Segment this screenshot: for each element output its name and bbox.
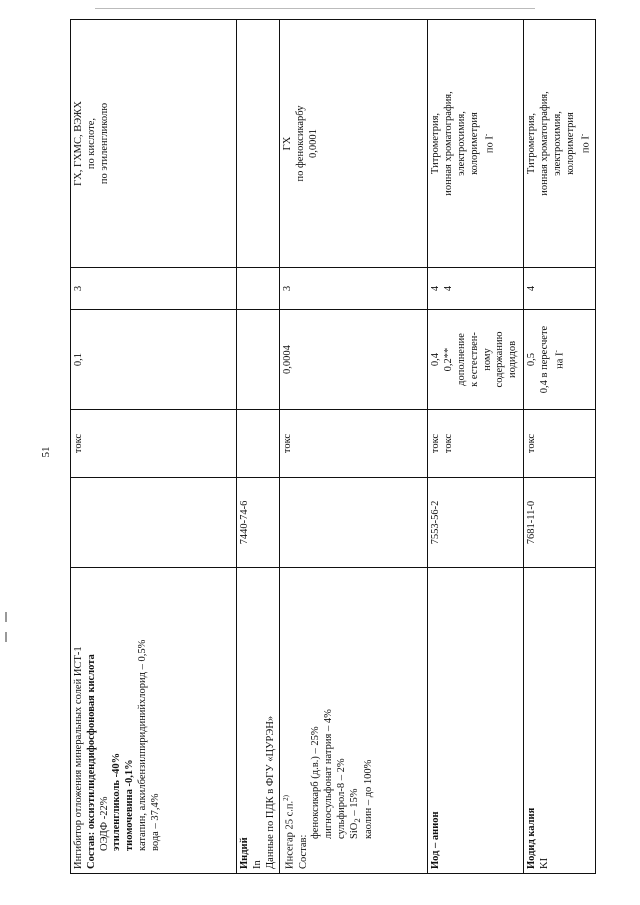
method-line: колориметрия <box>468 112 480 175</box>
substance-table <box>70 19 596 874</box>
composition-line: Состав: оксиэтилидендифосфоновая кислота <box>85 654 97 869</box>
method-line: по кислоте, <box>85 117 97 170</box>
substance-cell <box>71 568 237 874</box>
method-line: Титрометрия, <box>430 112 442 175</box>
method-cell <box>237 20 280 268</box>
method-cell <box>524 20 595 268</box>
substance-formula: KI <box>539 857 551 869</box>
method-line: по феноксикарбу <box>295 105 307 182</box>
class-cell <box>428 268 524 310</box>
footnote-mark: 2) <box>282 795 291 801</box>
composition-line: этиленгликоль -40% <box>111 752 123 851</box>
hazard-line: токс <box>443 433 455 454</box>
method-cell <box>280 20 428 268</box>
composition-line: ОЭДФ -22% <box>98 796 110 851</box>
composition-line: тиомочевина -0,1% <box>124 759 136 851</box>
class-cell <box>237 268 280 310</box>
composition-line: SiO$_2$ – 15% <box>348 788 362 839</box>
hazard-cell: токс <box>524 410 595 478</box>
top-border-line <box>95 8 535 9</box>
method-cell <box>428 20 524 268</box>
method-line: Титрометрия, <box>526 112 538 175</box>
hazard-cell <box>428 410 524 478</box>
rotated-sheet <box>70 20 590 874</box>
hazard-cell: токс <box>280 410 428 478</box>
method-line: по I- <box>577 133 592 154</box>
class-cell: 3 <box>71 268 237 310</box>
value-line: на I- <box>551 350 566 369</box>
value-cell <box>237 310 280 410</box>
method-line: колориметрия <box>564 112 576 175</box>
substance-title: Иодид калия <box>526 807 538 869</box>
value-cell: 0,0004 <box>280 310 428 410</box>
composition-line: сульфирол-8 – 2% <box>336 758 348 839</box>
table-row <box>237 20 280 874</box>
substance-cell <box>524 568 595 874</box>
substance-note: Данные по ПДК в ФГУ «ЦУРЭН» <box>264 715 276 869</box>
substance-title: Ингибитор отложения минеральных солей ИСТ-1 <box>73 646 84 869</box>
method-line: по этиленгликолю <box>98 102 110 185</box>
composition-line: вода – 37,4% <box>149 793 161 851</box>
method-line: по I- <box>481 133 496 154</box>
class-cell: 3 <box>280 268 428 310</box>
substance-title: Иод – анион <box>430 811 442 869</box>
composition-line: феноксикарб (д.в.) – 25% <box>310 726 322 839</box>
class-cell: 4 <box>524 268 595 310</box>
method-line: электрохимия, <box>551 111 563 176</box>
value-cell <box>524 310 595 410</box>
table-row <box>71 20 237 874</box>
value-cell: 0,1 <box>71 310 237 410</box>
substance-title: Индий <box>239 837 250 869</box>
class-line: 4 <box>443 285 455 292</box>
method-cell <box>71 20 237 268</box>
table-row <box>524 20 595 874</box>
value-cell <box>428 310 524 410</box>
cas-cell: 7681-11-0 <box>524 478 595 568</box>
value-line: 0,5 <box>526 352 538 367</box>
value-line: 0,4 в пересчете <box>539 325 551 394</box>
edge-mark <box>5 612 7 622</box>
substance-formula: In <box>251 860 263 869</box>
class-line: 4 <box>430 285 442 292</box>
rotated-table-frame <box>70 20 590 874</box>
substance-cell <box>280 568 428 874</box>
composition-line: лигносульфонат натрия – 4% <box>323 709 335 839</box>
value-line: ному <box>481 348 493 371</box>
edge-mark <box>5 632 7 642</box>
method-line: 0,0001 <box>307 129 319 158</box>
value-line: 0,2** <box>443 347 455 372</box>
substance-title: Инсегар 25 с.п.$^{2)}$ <box>282 795 296 869</box>
method-line: ионная хроматография, <box>539 91 551 196</box>
composition-line: катапин, алкилбензилпиридинийхлорид – 0,5% <box>136 639 148 851</box>
value-line: 0,4 <box>430 352 442 367</box>
composition-line: каолин – до 100% <box>362 759 374 839</box>
substance-cell <box>428 568 524 874</box>
value-line: дополнение <box>455 333 467 386</box>
value-line: содержанию <box>494 331 506 388</box>
table-row <box>280 20 428 874</box>
substance-cell <box>237 568 280 874</box>
method-line: электрохимия, <box>455 111 467 176</box>
composition-label: Состав: <box>297 834 309 869</box>
method-line: ГХ, ГХМС, ВЭЖХ <box>73 101 84 186</box>
value-line: иодидов <box>507 340 519 379</box>
cas-cell <box>71 478 237 568</box>
cas-cell <box>280 478 428 568</box>
table-row <box>428 20 524 874</box>
method-line: ионная хроматография, <box>443 91 455 196</box>
cas-cell: 7553-56-2 <box>428 478 524 568</box>
hazard-line: токс <box>430 433 442 454</box>
cas-cell: 7440-74-6 <box>237 478 280 568</box>
hazard-cell <box>237 410 280 478</box>
method-line: ГХ <box>282 136 294 151</box>
page-number: 51 <box>40 446 52 458</box>
value-line: к естествен- <box>468 332 480 387</box>
hazard-cell: токс <box>71 410 237 478</box>
